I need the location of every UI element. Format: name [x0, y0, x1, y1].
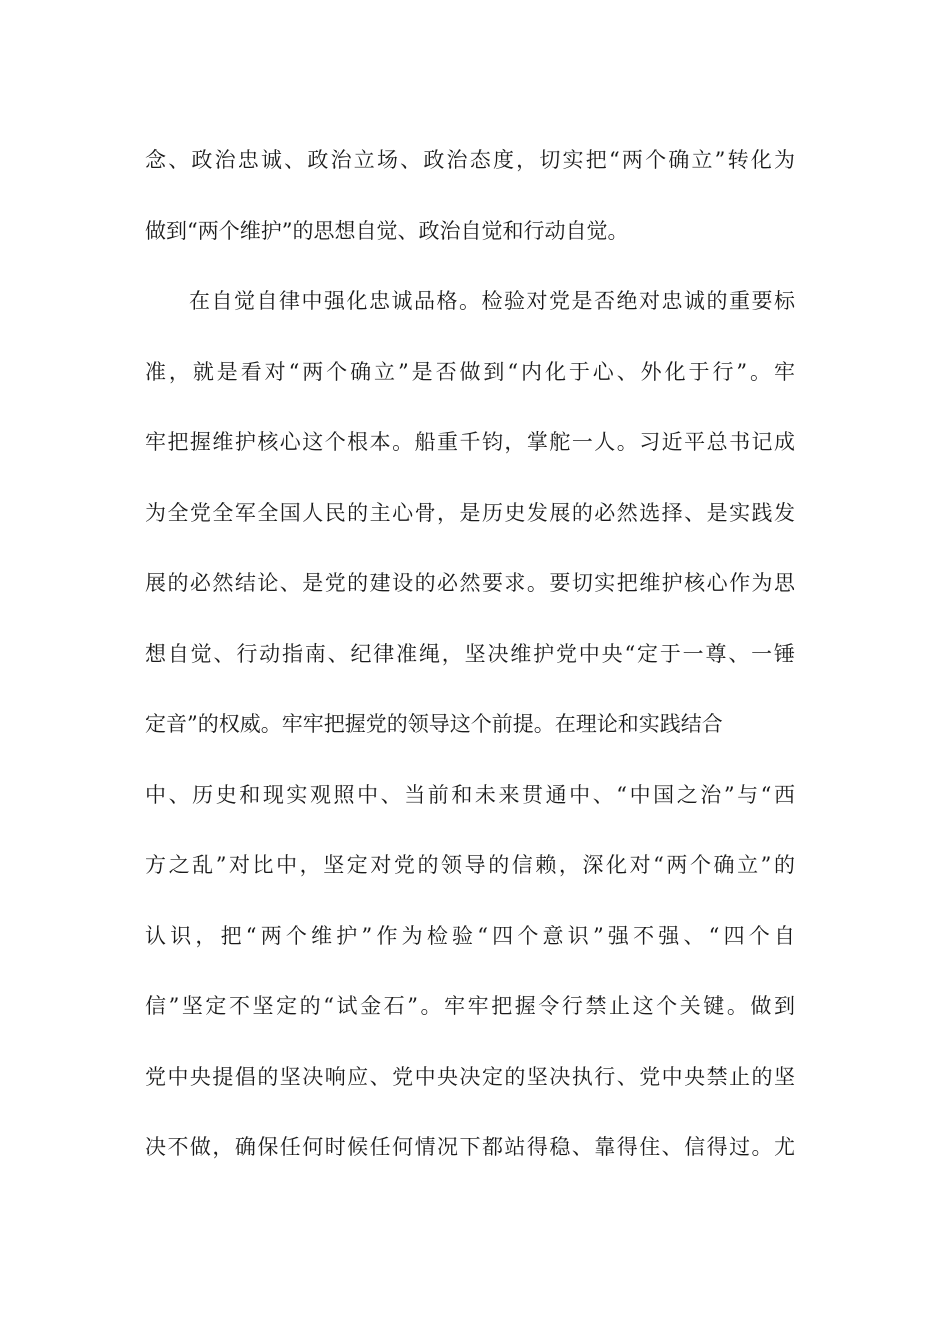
text-line: 信”坚定不坚定的“试金石”。牢牢把握令行禁止这个关键。做到: [145, 994, 795, 1018]
text-line: 牢把握维护核心这个根本。船重千钧，掌舵一人。习近平总书记成: [145, 430, 795, 454]
text-line: 中、历史和现实观照中、当前和未来贯通中、“中国之治”与“西: [145, 782, 795, 807]
text-line: 念、政治忠诚、政治立场、政治态度，切实把“两个确立”转化为: [145, 148, 795, 172]
text-line: 党中央提倡的坚决响应、党中央决定的坚决执行、党中央禁止的坚: [145, 1064, 795, 1089]
text-line: 决不做，确保任何时候任何情况下都站得稳、靠得住、信得过。尤: [145, 1135, 795, 1159]
paragraph-start-line: 在自觉自律中强化忠诚品格。检验对党是否绝对忠诚的重要标: [189, 289, 795, 313]
document-body: [145, 125, 795, 1183]
text-line: 认识，把“两个维护”作为检验“四个意识”强不强、“四个自: [145, 923, 795, 948]
text-line: 准，就是看对“两个确立”是否做到“内化于心、外化于行”。牢: [145, 359, 795, 384]
text-line: 为全党全军全国人民的主心骨，是历史发展的必然选择、是实践发: [145, 500, 795, 525]
text-line: 方之乱”对比中，坚定对党的领导的信赖，深化对“两个确立”的: [145, 853, 795, 877]
text-line: 想自觉、行动指南、纪律准绳，坚决维护党中央“定于一尊、一锤: [145, 641, 795, 666]
text-line: 定音”的权威。牢牢把握党的领导这个前提。在理论和实践结合: [145, 712, 723, 736]
text-line: 做到“两个维护”的思想自觉、政治自觉和行动自觉。: [145, 218, 629, 243]
text-line: 展的必然结论、是党的建设的必然要求。要切实把维护核心作为思: [145, 571, 795, 595]
